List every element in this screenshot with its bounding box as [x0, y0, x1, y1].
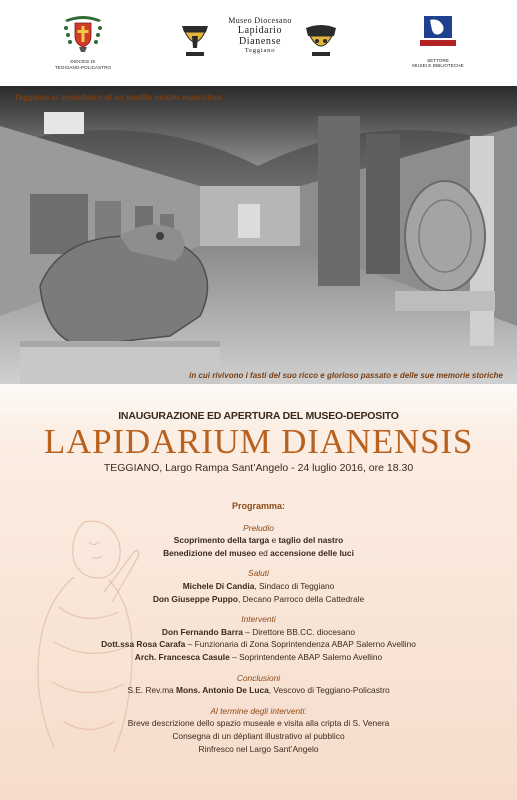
lion-capital-right-icon: [304, 22, 338, 58]
section-preludio: [0, 522, 517, 560]
termine-line3: Rinfresco nel Largo Sant’Angelo: [198, 743, 319, 754]
saluti-p2-role: , Decano Parroco della Cattedrale: [237, 593, 365, 604]
preludio-l1-c: taglio del nastro: [278, 535, 344, 546]
preludio-line1: [0, 534, 517, 547]
museum-logo-text: [210, 16, 310, 55]
saluti-p2-name: Don Giuseppe Puppo: [152, 593, 238, 604]
preludio-l1-a: Scoprimento della targa: [173, 535, 270, 546]
preludio-l2-a: Benedizione del museo: [163, 547, 257, 558]
bishop-coat-of-arms-icon: [61, 14, 105, 54]
museum-logo-line3: Dianense: [238, 36, 281, 47]
event-title: LAPIDARIUM DIANENSIS: [43, 422, 474, 461]
diocese-label-line1: DIOCESI DI: [70, 59, 96, 64]
diocese-label-line2: TEGGIANO-POLICASTRO: [54, 64, 112, 70]
termine-line2: Consegna di un dépliant illustrativo al pubblico: [172, 730, 345, 741]
interventi-p2-role: – Funzionaria di Zona Soprintendenza ABAP Salerno Avellino: [185, 639, 416, 650]
vaulted-corridor-illustration: [0, 86, 517, 384]
program-heading: Programma:: [231, 501, 285, 511]
regione-label-line2: MUSEI E BIBLIOTECHE: [412, 63, 464, 68]
saluti-line1: [0, 580, 517, 593]
interventi-line1: [0, 626, 517, 639]
museum-logo-line1: Museo Diocesano: [228, 16, 292, 25]
section-title-preludio: Preludio: [243, 522, 274, 533]
museum-interior-photo: [0, 86, 517, 384]
eagle-capital-left-icon: [180, 22, 210, 58]
section-saluti: [0, 567, 517, 605]
conclusioni-p1-pre: S.E. Rev.ma: [127, 685, 177, 696]
section-title-interventi: Interventi: [241, 614, 276, 625]
event-place-date: TEGGIANO, Largo Rampa Sant’Angelo - 24 luglio 2016, ore 18.30: [103, 462, 414, 474]
conclusioni-line1: [0, 684, 517, 697]
regione-logo: [400, 14, 476, 69]
preludio-l2-c: accensione delle luci: [270, 547, 354, 558]
photo-caption-bottom: in cui rivivono i fasti del suo ricco e glorioso passato e delle sue memorie storiche: [189, 371, 503, 380]
diocese-logo: [48, 14, 118, 70]
saluti-p1-name: Michele Di Candia: [182, 580, 255, 591]
interventi-p1-role: – Direttore BB.CC. diocesano: [242, 626, 356, 637]
interventi-p3-role: – Soprintendente ABAP Salerno Avellino: [229, 651, 383, 662]
photo-caption-top: Teggiano si arricchisce di un inedito spazio espositivo,: [14, 93, 224, 102]
saluti-p1-role: , Sindaco di Teggiano: [254, 580, 335, 591]
museum-logo-line2: Lapidario: [237, 25, 283, 36]
section-termine: [0, 705, 517, 755]
conclusioni-p1-role: , Vescovo di Teggiano-Policastro: [268, 685, 390, 696]
section-title-conclusioni: Conclusioni: [236, 672, 281, 683]
preludio-l1-b: e: [269, 535, 279, 546]
preludio-l2-b: ed: [256, 547, 271, 558]
event-subtitle: INAUGURAZIONE ED APERTURA DEL MUSEO-DEPOSITO: [118, 410, 399, 422]
interventi-p2-name: Dott.ssa Rosa Carafa: [101, 639, 186, 650]
interventi-p1-name: Don Fernando Barra: [161, 626, 243, 637]
section-title-termine: Al termine degli interventi:: [210, 705, 307, 716]
museum-logo: [180, 16, 338, 66]
interventi-p3-name: Arch. Francesca Casule: [134, 651, 230, 662]
preludio-line2: [0, 547, 517, 560]
saluti-line2: [0, 593, 517, 606]
section-conclusioni: [0, 672, 517, 697]
regione-campania-shield-icon: [418, 14, 458, 52]
program: [0, 500, 517, 763]
interventi-line2: [0, 638, 517, 651]
regione-label-line1: SETTORE: [427, 57, 449, 63]
interventi-line3: [0, 651, 517, 664]
regione-badge-label: REGIONE CAMPANIA: [418, 49, 458, 53]
header-logos: [0, 0, 517, 86]
termine-line1: Breve descrizione dello spazio museale e visita alla cripta di S. Venera: [127, 718, 390, 729]
section-interventi: [0, 613, 517, 663]
museum-logo-line4: Teggiano: [244, 47, 276, 54]
conclusioni-p1-name: Mons. Antonio De Luca: [176, 685, 269, 696]
section-title-saluti: Saluti: [248, 568, 269, 579]
